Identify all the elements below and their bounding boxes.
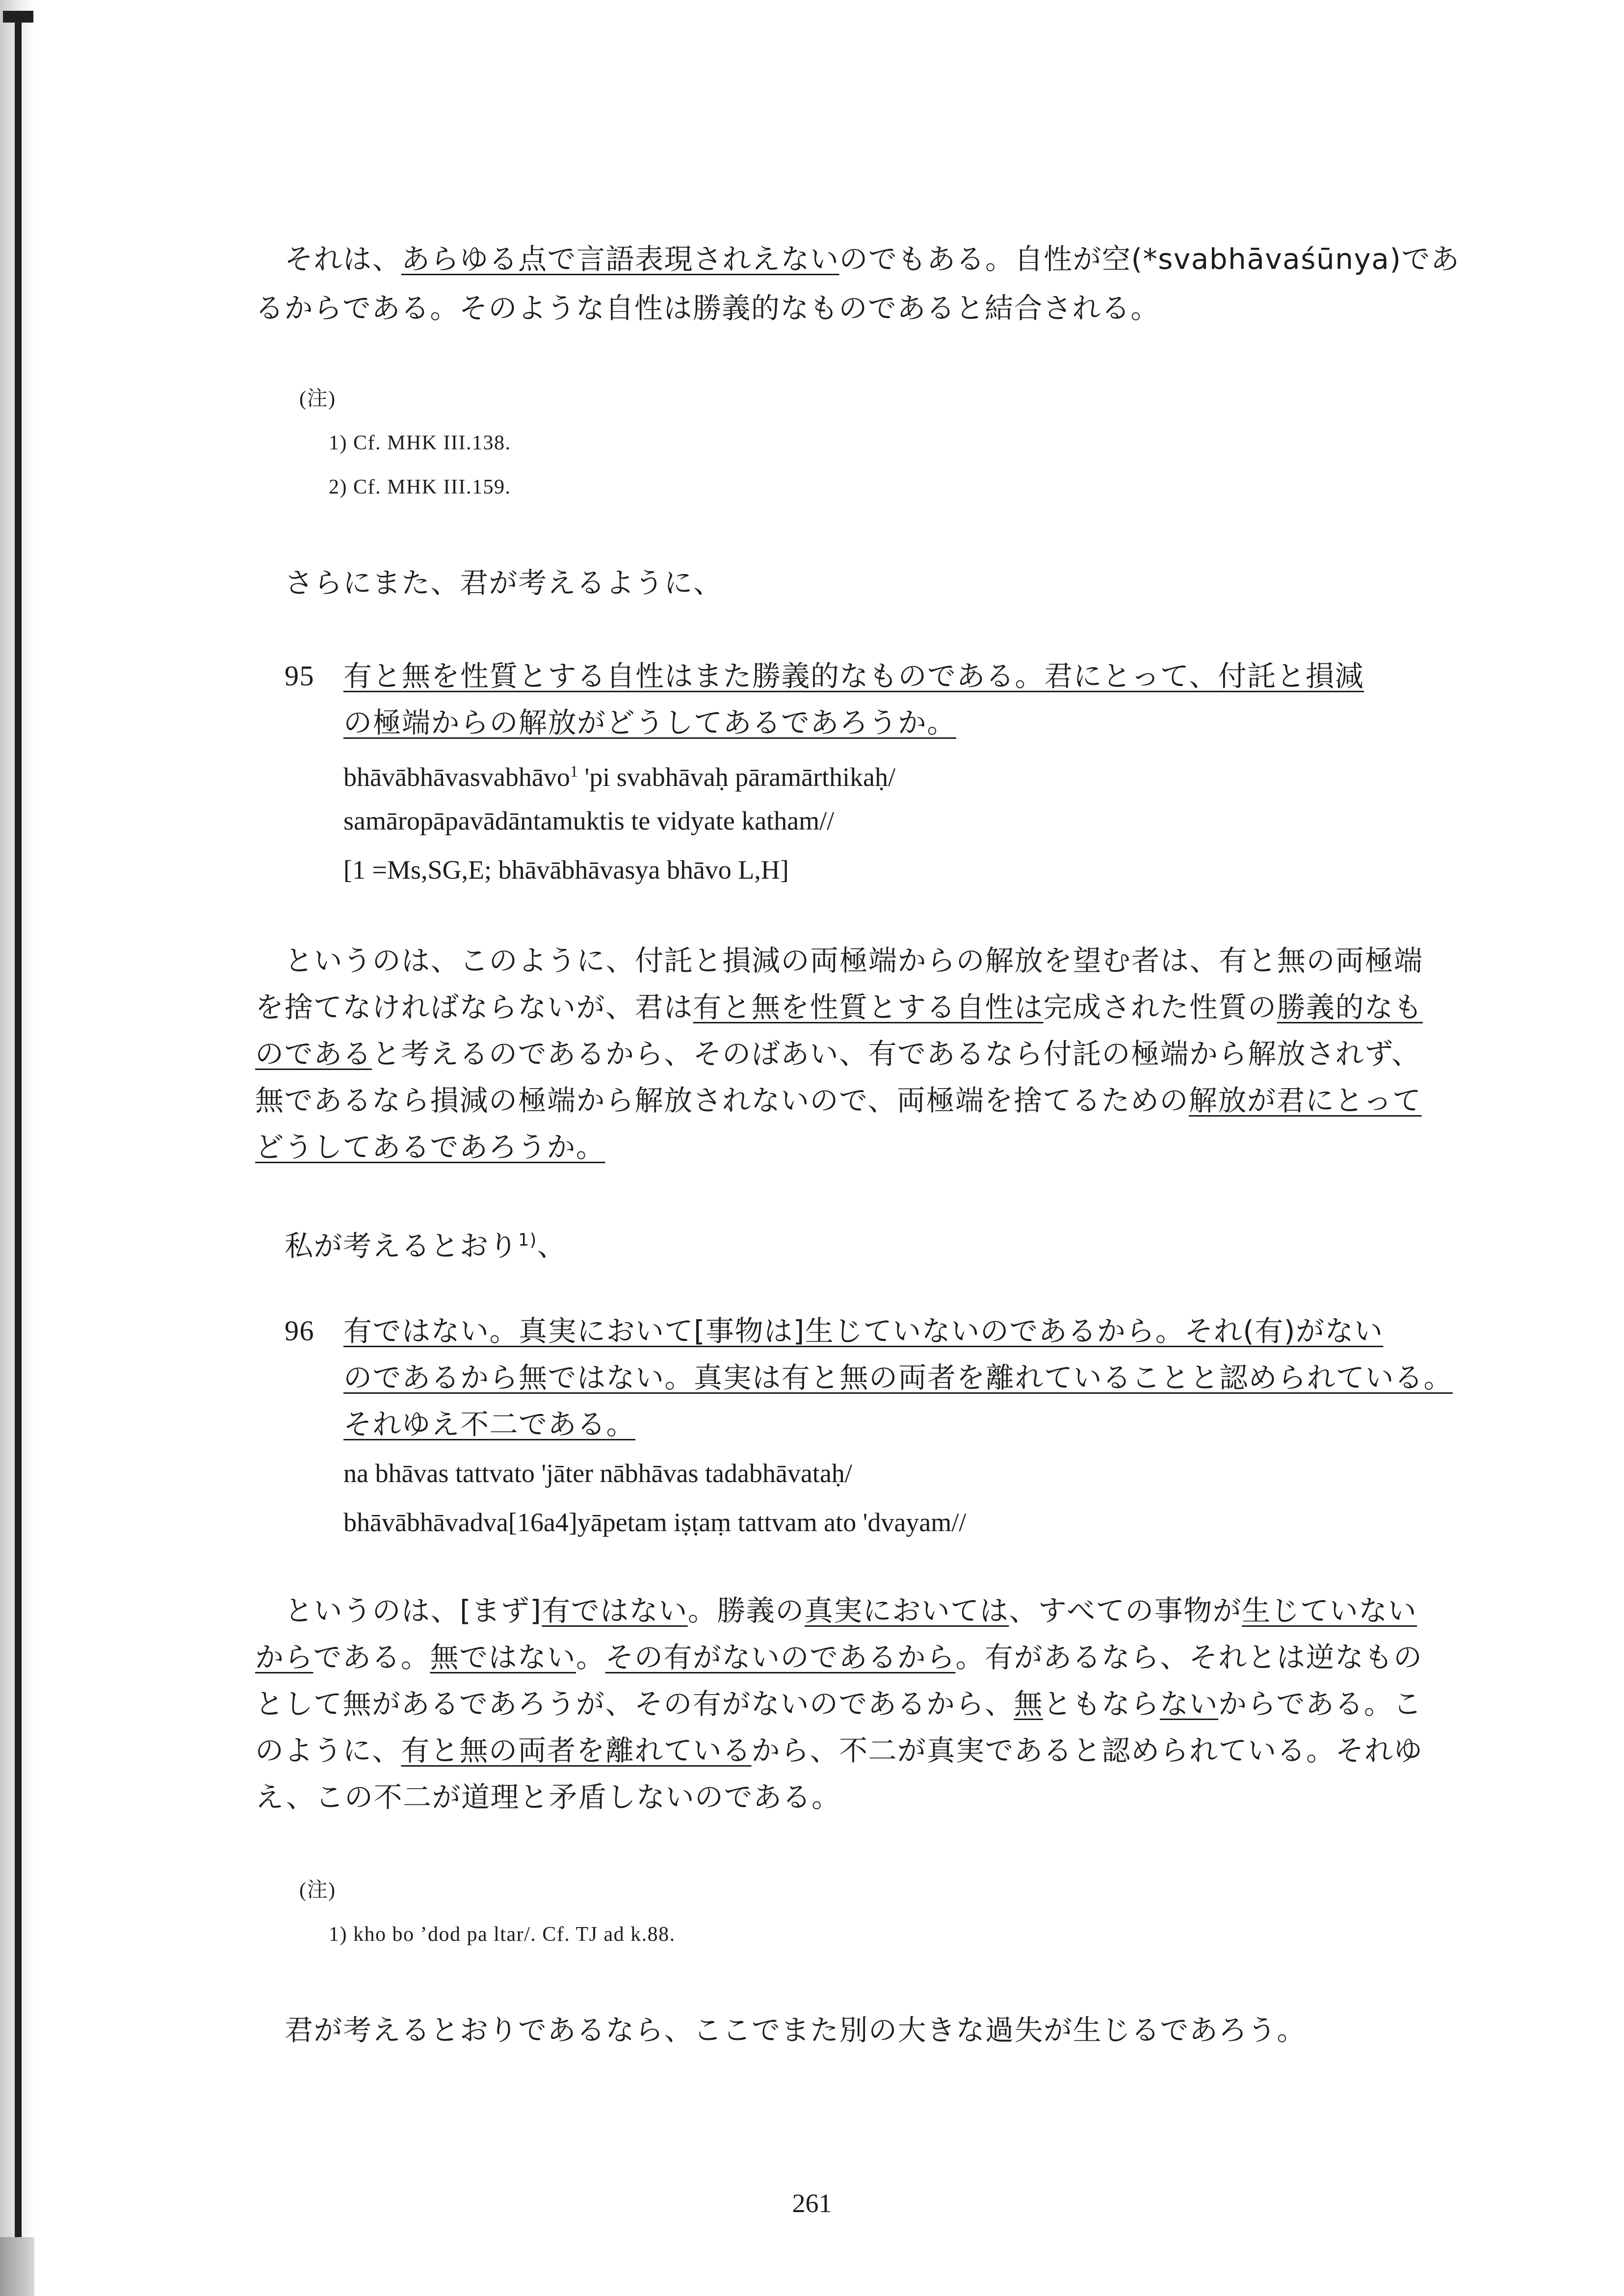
text-segment: を捨てなければならないが、君は — [255, 991, 693, 1024]
underlined-phrase: あらゆる点で言語表現されえない — [401, 242, 839, 276]
underlined-phrase: それゆえ不二である。 — [343, 1408, 636, 1441]
para5-line5: え、この不二が道理と矛盾しないのである。 — [255, 1780, 841, 1814]
verse-95-jp-line1 — [343, 652, 1364, 700]
text-segment: 無であるなら損減の極端から解放されないので、両極端を捨てるための — [255, 1084, 1189, 1117]
underlined-phrase: の極端からの解放がどうしてあるであろうか。 — [343, 706, 956, 739]
underlined-phrase: その有がないのであるから — [605, 1641, 956, 1674]
page-number: 261 — [792, 2189, 832, 2218]
underlined-phrase: のである — [255, 1037, 372, 1070]
underlined-phrase: から — [255, 1641, 314, 1674]
para5-line4 — [255, 1727, 1423, 1774]
text-segment: のでもある。自性が空(*svabhāvaśūnya)であ — [839, 242, 1460, 276]
underlined-phrase: 解放が君にとって — [1188, 1084, 1422, 1117]
underlined-phrase: 無ではない — [430, 1641, 576, 1674]
underlined-phrase: 勝義的なも — [1277, 991, 1423, 1024]
underlined-phrase: 真実においては — [804, 1594, 1009, 1627]
verse-96-sanskrit-line1: na bhāvas tattvato 'jāter nābhāvas tadabhāvataḥ/ — [343, 1459, 852, 1488]
verse-96-number: 96 — [285, 1315, 314, 1347]
underlined-phrase: 有と無を性質とする自性はまた勝義的なものである。君にとって、付託と損減 — [343, 659, 1364, 693]
verse-95-variant-note: [1 =Ms,SG,E; bhāvābhāvasya bhāvo L,H] — [343, 855, 789, 885]
binding-bottom-shadow — [0, 2237, 34, 2296]
text-segment: 。 — [576, 1641, 605, 1674]
para5-line1 — [285, 1587, 1417, 1634]
underlined-phrase: 有と無の両者を離れている — [401, 1734, 752, 1767]
notes2-item-1: 1) kho bo ’dod pa ltar/. Cf. TJ ad k.88. — [329, 1923, 676, 1946]
notes1-item-2: 2) Cf. MHK III.159. — [329, 476, 511, 498]
underlined-phrase: ない — [1159, 1687, 1218, 1721]
para5-line2 — [255, 1634, 1423, 1681]
underlined-phrase: のであるから無ではない。真実は有と無の両者を離れていることと認められている。 — [343, 1361, 1453, 1394]
text-segment: 、 — [537, 1229, 567, 1263]
text-segment: である。 — [313, 1641, 430, 1674]
footnote-mark: 1 — [570, 763, 578, 781]
para1-line1 — [285, 235, 1460, 283]
text-segment: 'pi svabhāvaḥ pāramārthikaḥ/ — [578, 762, 896, 792]
verse-95-sanskrit-line2: samāropāpavādāntamuktis te vidyate katham// — [343, 806, 835, 835]
underlined-phrase: どうしてあるであろうか。 — [255, 1130, 605, 1164]
para2: さらにまた、君が考えるように、 — [285, 566, 723, 600]
para3-line4 — [255, 1077, 1422, 1124]
para1-line2: るからである。そのような自性は勝義的なものであると結合される。 — [255, 291, 1160, 325]
underlined-phrase: 無 — [1014, 1687, 1043, 1721]
text-segment: 、すべての事物が — [1009, 1594, 1242, 1627]
text-segment: として無があるであろうが、その有がないのであるから、 — [255, 1687, 1014, 1721]
text-segment: 完成された性質の — [1043, 991, 1277, 1024]
para4 — [285, 1217, 566, 1269]
para3-line1: というのは、このように、付託と損減の両極端からの解放を望む者は、有と無の両極端 — [285, 944, 1423, 977]
para6: 君が考えるとおりであるなら、ここでまた別の大きな過失が生じるであろう。 — [285, 2013, 1306, 2047]
para3-line5 — [255, 1123, 605, 1171]
text-segment: ともなら — [1043, 1687, 1160, 1721]
verse-95-jp-line2 — [343, 699, 956, 746]
notes1-heading: (注) — [299, 388, 336, 410]
text-segment: からである。こ — [1218, 1687, 1422, 1721]
binding-top-mark — [3, 11, 33, 23]
notes2-heading: (注) — [299, 1879, 336, 1902]
text-segment: 。勝義の — [687, 1594, 805, 1627]
verse-96-jp-line2 — [343, 1354, 1453, 1401]
underlined-phrase: 生じていない — [1242, 1594, 1417, 1627]
para3-line3 — [255, 1030, 1420, 1077]
text-segment: と考えるのであるから、そのばあい、有であるなら付託の極端から解放されず、 — [372, 1037, 1421, 1070]
text-segment: というのは、[まず] — [285, 1594, 542, 1627]
para3-line2 — [255, 984, 1423, 1031]
verse-96-jp-line3 — [343, 1401, 635, 1448]
underlined-phrase: 有と無を性質とする自性は — [693, 991, 1044, 1024]
verse-95-number: 95 — [285, 660, 314, 692]
verse-96-sanskrit-line2: bhāvābhāvadva[16a4]yāpetam iṣṭaṃ tattvam ato 'dvayam// — [343, 1508, 967, 1537]
notes1-item-1: 1) Cf. MHK III.138. — [329, 432, 511, 454]
underlined-phrase: 有ではない。真実において[事物は]生じていないのであるから。それ(有)がない — [343, 1314, 1384, 1348]
book-binding-shadow — [0, 0, 34, 2296]
para5-line3 — [255, 1680, 1422, 1727]
binding-edge-bar — [15, 15, 22, 2281]
text-segment: それは、 — [285, 242, 402, 276]
underlined-phrase: 有ではない — [542, 1594, 688, 1627]
verse-96-jp-line1 — [343, 1307, 1384, 1355]
text-segment: から、不二が真実であると認められている。それゆ — [751, 1734, 1423, 1767]
footnote-mark: 1) — [518, 1230, 537, 1250]
text-segment: 。有があるなら、それとは逆なもの — [955, 1641, 1423, 1674]
verse-95-sanskrit-line1 — [343, 748, 895, 801]
text-segment: bhāvābhāvasvabhāvo — [343, 762, 570, 792]
text-segment: 私が考えるとおり — [285, 1229, 519, 1263]
text-segment: のように、 — [255, 1734, 401, 1767]
